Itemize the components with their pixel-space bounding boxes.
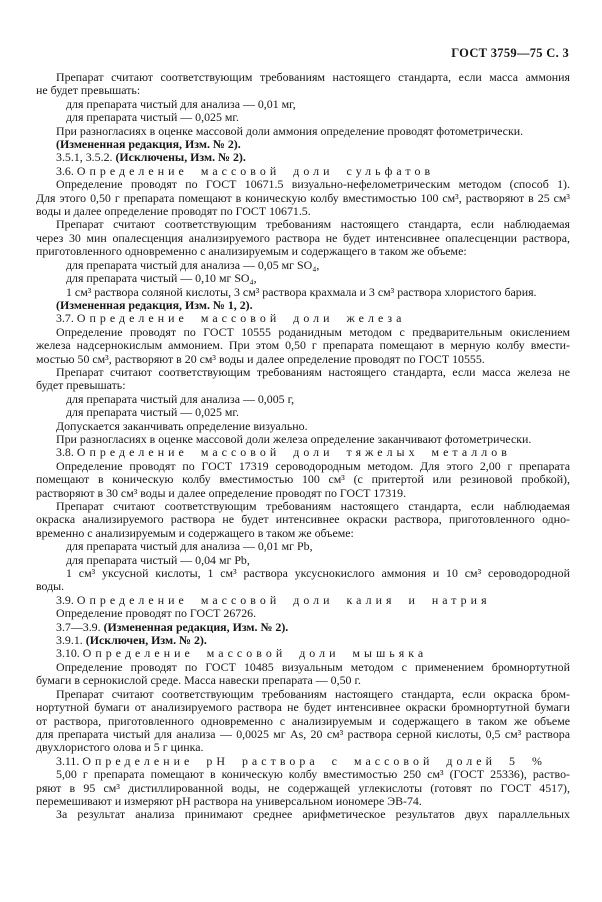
text-segment: для препарата чистый — 0,10 мг SO₄, (66, 272, 257, 286)
text-segment: Определение проводят по ГОСТ 17319 сероводородным методом. Для этого 2,00 г препарата (56, 459, 570, 473)
text-segment: (Измененная редакция, Изм. № 1, 2). (56, 298, 253, 312)
text-line (36, 245, 570, 258)
text-line (36, 326, 570, 339)
text-line (36, 527, 570, 540)
text-segment: для препарата чистый для анализа — 0,05 мг SO₄, (66, 258, 320, 272)
text-segment: (Исключены, Изм. № 2). (115, 151, 246, 165)
document-content (36, 71, 570, 822)
text-segment: ряют в 95 см³ дистиллированной воды, не содержащей углекислоты (готовят по ГОСТ 4517), (36, 781, 570, 795)
text-segment: будет превышать: (36, 379, 126, 393)
text-line (36, 125, 570, 138)
text-segment: Определение проводят по ГОСТ 10671.5 визуально-нефелометрическим методом (способ 1). (56, 178, 570, 192)
text-line (36, 621, 570, 634)
text-segment: мостью 50 см³, растворяют в 20 см³ воды и далее определение проводят по ГОСТ 10555. (36, 352, 485, 366)
text-segment: Определение массовой доли калия и натрия (76, 593, 491, 607)
text-line (36, 661, 570, 674)
text-line (36, 71, 570, 84)
text-segment: 1 см³ раствора соляной кислоты, 3 см³ раствора крахмала и 3 см³ раствора хлористого бария. (66, 285, 537, 299)
text-line (36, 674, 570, 687)
text-segment: 3.10. (56, 647, 83, 661)
text-segment: (Исключен, Изм. № 2). (85, 634, 207, 648)
text-segment: 5,00 г препарата помещают в коническую колбу вместимостью 250 см³ (ГОСТ 25336), раство- (56, 768, 570, 782)
text-line (36, 259, 570, 272)
text-segment: (Измененная редакция, Изм. № 2). (56, 138, 241, 152)
text-segment: 3.8. (56, 446, 77, 460)
text-line (36, 353, 570, 366)
text-segment: приготовленного одновременно с анализируемым и содержащего в таком же объеме: (36, 245, 467, 259)
text-segment: При разногласиях в оценке массовой доли аммония определение проводят фотометрически. (56, 124, 524, 138)
text-line (36, 580, 570, 593)
text-line (36, 178, 570, 191)
text-segment: для препарата чистый — 0,025 мг. (66, 111, 239, 125)
text-segment: Препарат считают соответствующим требованиям настоящего стандарта, если масса железа не (56, 365, 570, 379)
text-segment: для препарата чистый для анализа — 0,01 мг, (66, 97, 296, 111)
text-segment: 3.7—3.9. (56, 620, 104, 634)
text-line (36, 366, 570, 379)
text-segment: воды. (36, 580, 65, 594)
text-segment: окраска анализируемого раствора не будет интенсивнее окраски раствора, приготовленного одно- (36, 513, 570, 527)
text-segment: (Измененная редакция, Изм. № 2). (103, 620, 289, 634)
text-line (36, 339, 570, 352)
text-segment: не будет превышать: (36, 84, 141, 98)
text-segment: бумаги в сернокислой среде. Масса навески препарата — 0,50 г. (36, 674, 361, 688)
text-segment: нортутной бумаги от анализируемого раствора не будет интенсивнее окраски бромнортутной бумаги (36, 701, 570, 715)
text-line (36, 98, 570, 111)
text-line (36, 647, 570, 660)
text-segment: двухлористого олова и 5 г цинка. (36, 741, 204, 755)
text-line (36, 406, 570, 419)
text-line (36, 540, 570, 553)
text-line (36, 487, 570, 500)
text-line (36, 218, 570, 231)
text-segment: Определение массовой доли железа (76, 312, 406, 326)
text-segment: для препарата чистый для анализа — 0,005 г, (66, 392, 295, 406)
text-segment: Допускается заканчивать определение визуально. (56, 419, 308, 433)
text-segment: перемешивают и измеряют рН раствора на универсальном иономере ЭВ-74. (36, 794, 422, 808)
text-line (36, 715, 570, 728)
text-segment: для препарата чистый для анализа — 0,0025 мг As, 20 см³ раствора серной кислоты, 0,5 см³ раствора (36, 727, 570, 741)
text-segment: от раствора, приготовленного одновременно с анализируемым и содержащего в таком же объеме (36, 714, 570, 728)
text-segment: воды и далее определение проводят по ГОСТ 10671.5. (36, 205, 311, 219)
text-line (36, 513, 570, 526)
text-line (36, 84, 570, 97)
text-segment: Определение проводят по ГОСТ 10485 визуальным методом с применением бромнортутной (56, 660, 570, 674)
text-segment: растворяют в 30 см³ воды и далее определение проводят по ГОСТ 17319. (36, 486, 407, 500)
text-line (36, 433, 570, 446)
text-segment: железа надсернокислым аммонием. При этом 0,50 г препарата помещают в мерную колбу вмести- (36, 339, 570, 353)
text-line (36, 272, 570, 285)
text-segment: для препарата чистый для анализа — 0,01 мг Pb, (66, 540, 313, 554)
text-segment: временно с анализируемым и содержащего в таком же объеме: (36, 526, 354, 540)
text-line (36, 312, 570, 325)
text-line (36, 165, 570, 178)
text-segment: 3.9.1. (56, 634, 86, 648)
text-segment: Определение проводят по ГОСТ 10555 роданидным методом с предварительным окислением (56, 325, 570, 339)
text-segment: Для этого 0,50 г препарата помещают в коническую колбу вместимостью 100 см³, растворяют в 25 см³ (36, 191, 570, 205)
text-segment: Препарат считают соответствующим требованиям настоящего стандарта, если наблюдаемая (56, 218, 570, 232)
text-segment: Определение массовой доли тяжелых металлов (76, 446, 511, 460)
text-line (36, 728, 570, 741)
text-line (36, 299, 570, 312)
text-segment: Препарат считают соответствующим требованиям настоящего стандарта, если масса аммония (56, 71, 570, 84)
text-line (36, 808, 570, 821)
text-line (36, 607, 570, 620)
text-line (36, 567, 570, 580)
page-header-gost-number: ГОСТ 3759—75 С. 3 (451, 46, 569, 60)
text-line (36, 795, 570, 808)
text-line (36, 688, 570, 701)
text-line (36, 782, 570, 795)
text-segment: Определение массовой доли сульфатов (76, 164, 435, 178)
text-line (36, 446, 570, 459)
text-segment: Препарат считают соответствующим требованиям настоящего стандарта, если окраска бром- (56, 687, 570, 701)
text-segment: 3.11. (56, 754, 83, 768)
text-segment: для препарата чистый — 0,04 мг Pb, (66, 553, 250, 567)
text-segment: 3.7. (56, 312, 77, 326)
text-segment: За результат анализа принимают среднее арифметическое результатов двух параллельных (56, 808, 570, 822)
text-segment: Определение массовой доли мышьяка (82, 647, 428, 661)
text-line (36, 634, 570, 647)
text-line (36, 232, 570, 245)
text-segment: для препарата чистый — 0,025 мг. (66, 406, 239, 420)
text-segment: Препарат считают соответствующим требованиям настоящего стандарта, если наблюдаемая (56, 500, 570, 513)
text-segment: 3.6. (56, 164, 77, 178)
text-line (36, 554, 570, 567)
text-segment: 3.9. (56, 593, 77, 607)
text-line (36, 755, 570, 768)
text-line (36, 768, 570, 781)
text-line (36, 393, 570, 406)
text-line (36, 460, 570, 473)
text-line (36, 111, 570, 124)
text-segment: Определение проводят по ГОСТ 26726. (56, 607, 257, 621)
text-line (36, 138, 570, 151)
text-segment: Определение рН раствора с массовой долей 5 % (82, 754, 546, 768)
text-segment: помещают в коническую колбу вместимостью 100 см³ (с притертой или резиновой пробкой), (36, 473, 570, 487)
text-line (36, 420, 570, 433)
text-line (36, 205, 570, 218)
text-line (36, 379, 570, 392)
text-line (36, 701, 570, 714)
text-line (36, 741, 570, 754)
text-line (36, 473, 570, 486)
text-line (36, 594, 570, 607)
text-segment: через 30 мин опалесценция анализируемого раствора не будет интенсивнее опалесценции раствора, (36, 231, 570, 245)
text-line (36, 192, 570, 205)
text-segment: При разногласиях в оценке массовой доли железа определение заканчивают фотометрически. (56, 432, 532, 446)
text-line (36, 151, 570, 164)
text-segment: 3.5.1, 3.5.2. (56, 151, 116, 165)
text-line (36, 286, 570, 299)
text-segment: 1 см³ уксусной кислоты, 1 см³ раствора уксуснокислого аммония и 10 см³ сероводородной (66, 567, 570, 581)
text-line (36, 500, 570, 513)
